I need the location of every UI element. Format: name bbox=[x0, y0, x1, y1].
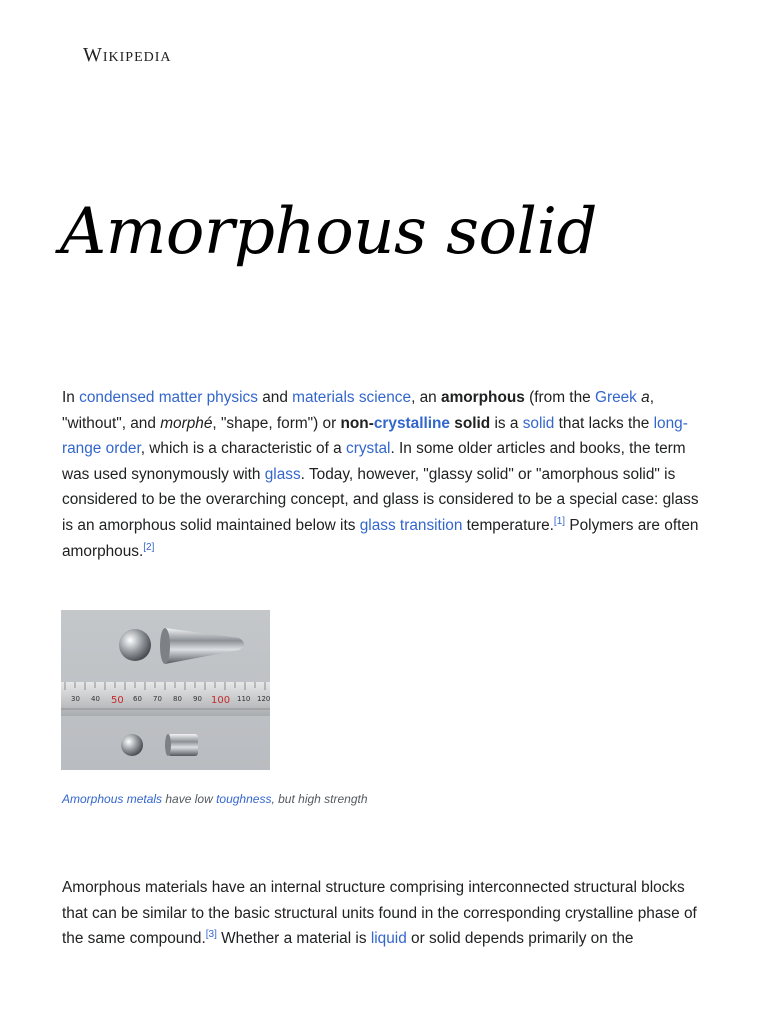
term-amorphous: amorphous bbox=[441, 389, 525, 406]
link-toughness[interactable]: toughness bbox=[216, 792, 272, 806]
photo-illustration bbox=[61, 610, 270, 770]
link-long-range-order[interactable]: long-range order bbox=[62, 414, 688, 458]
link-condensed-matter-physics[interactable]: condensed matter physics bbox=[79, 389, 258, 406]
ruler-label-120: 120 bbox=[257, 695, 270, 703]
link-materials-science[interactable]: materials science bbox=[292, 389, 412, 406]
figure-caption: Amorphous metals have low toughness, but high strength bbox=[62, 792, 368, 806]
reference-3[interactable]: [3] bbox=[205, 929, 217, 941]
ruler-label-30: 30 bbox=[71, 695, 80, 703]
link-glass[interactable]: glass bbox=[264, 465, 301, 483]
link-liquid[interactable]: liquid bbox=[370, 930, 407, 948]
link-glass-transition[interactable]: glass transition bbox=[359, 516, 463, 534]
reference-1[interactable]: [1] bbox=[553, 515, 566, 527]
link-amorphous-metals[interactable]: Amorphous metals bbox=[62, 792, 163, 806]
ruler-label-80: 80 bbox=[173, 695, 182, 703]
page-title: Amorphous solid bbox=[60, 195, 597, 269]
link-crystal[interactable]: crystal bbox=[346, 440, 391, 458]
ruler-label-90: 90 bbox=[193, 695, 202, 703]
reference-2[interactable]: [2] bbox=[143, 541, 155, 553]
wikipedia-logo[interactable]: Wikipedia bbox=[83, 44, 172, 66]
structure-paragraph: Amorphous materials have an internal structure comprising interconnected structural blocks that can be similar to the basic structural units found in the corresponding crystalline phase of the same compound.[3] Whether a material is liquid or solid depends primarily on the bbox=[62, 879, 697, 948]
ruler-label-50: 50 bbox=[111, 695, 124, 706]
ruler-label-60: 60 bbox=[133, 695, 142, 703]
ruler-label-110: 110 bbox=[237, 695, 251, 703]
intro-paragraph: In condensed matter physics and materials science, an amorphous (from the Greek a, "without", and morphé, "shape, form") or non-crystalline solid is a solid that lacks the long-range order, which is a characteristic of a crystal. In some older articles and books, the term was used synonymously with glass. Today, however, "glassy solid" or "amorphous solid" is considered to be the overarching concept, and glass is considered to be a special case: glass is an amorphous solid maintained below its glass transition temperature.[1] Polymers are often amorphous.[2] bbox=[62, 389, 699, 560]
link-greek[interactable]: Greek bbox=[594, 389, 637, 406]
ruler-label-100: 100 bbox=[211, 695, 231, 706]
link-crystalline[interactable]: crystalline bbox=[373, 414, 450, 432]
link-solid[interactable]: solid bbox=[522, 414, 555, 432]
ruler-label-70: 70 bbox=[153, 695, 162, 703]
amorphous-metals-photo[interactable] bbox=[61, 610, 270, 770]
ruler-label-40: 40 bbox=[91, 695, 100, 703]
